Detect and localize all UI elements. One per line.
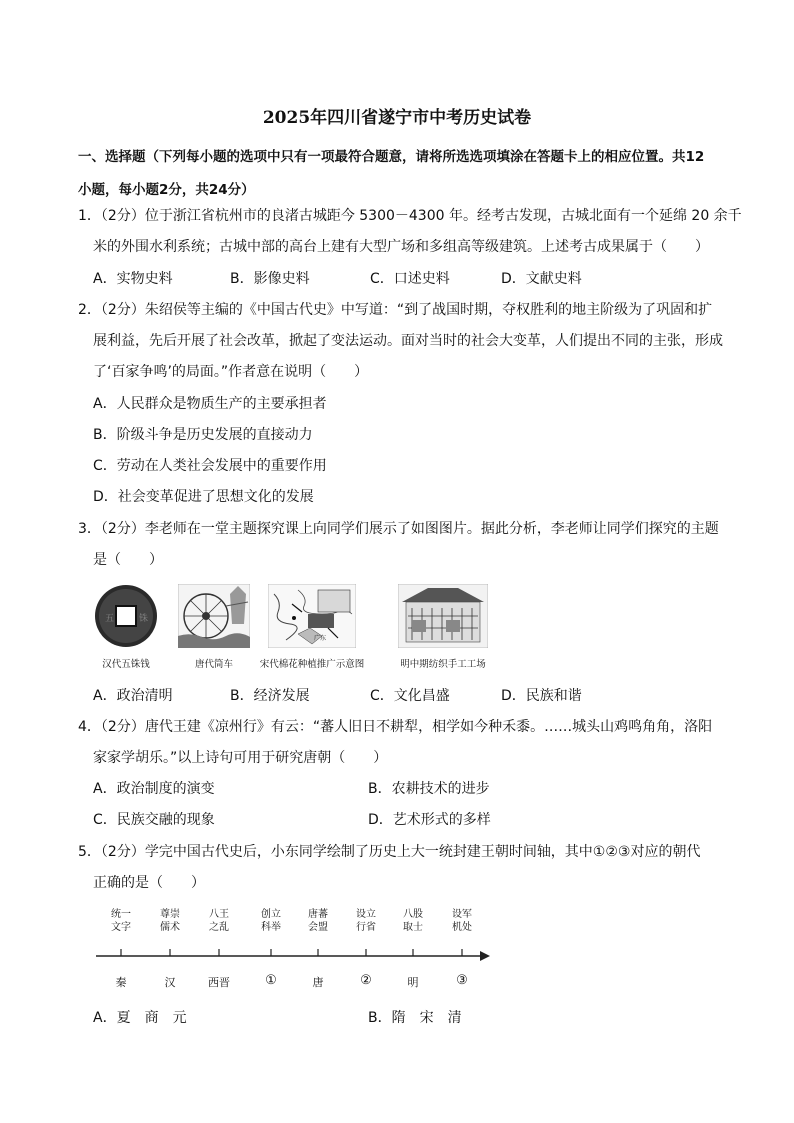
timeline-event-6: 设立 行省 <box>356 909 376 933</box>
timeline-dynasty-5: 唐 <box>312 976 324 989</box>
q5-stem-line2: 正确的是（ ） <box>93 875 205 891</box>
q4-stem-line2: 家家学胡乐。”以上诗句可用于研究唐朝（ ） <box>93 750 388 766</box>
q4-option-b[interactable]: B．农耕技术的进步 <box>368 781 490 797</box>
timeline-event-5: 唐蕃 会盟 <box>308 909 328 933</box>
caption-ming-workshop: 明中期纺织手工工场 <box>400 659 486 670</box>
caption-tang-waterwheel: 唐代筒车 <box>194 659 233 670</box>
q2-stem-line2: 展利益，先后开展了社会改革，掀起了变法运动。面对当时的社会大变革，人们提出不同的主张，形成 <box>93 333 723 349</box>
timeline-event-3: 八王 之乱 <box>209 909 229 933</box>
timeline-event-2: 尊崇 儒术 <box>160 909 180 933</box>
q4-option-a[interactable]: A．政治制度的演变 <box>93 781 215 797</box>
timeline-dynasty-2: 汉 <box>164 976 176 989</box>
q2-stem-line3: 了‘百家争鸣’的局面。”作者意在说明（ ） <box>93 364 369 380</box>
q1-option-b[interactable]: B．影像史料 <box>230 271 310 287</box>
timeline-dynasty-4: ① <box>265 973 277 988</box>
q3-option-d[interactable]: D．民族和谐 <box>501 688 582 704</box>
q1-option-a[interactable]: A．实物史料 <box>93 271 173 287</box>
timeline-dynasty-3: 西晋 <box>208 976 230 989</box>
q4-option-d[interactable]: D．艺术形式的多样 <box>368 812 491 828</box>
timeline-dynasty-1: 秦 <box>115 976 127 989</box>
q5-stem-line1: 5．（2分）学完中国古代史后，小东同学绘制了历史上大一统封建王朝时间轴，其中①②③对应的朝代 <box>78 844 701 860</box>
q3-option-c[interactable]: C．文化昌盛 <box>370 688 450 704</box>
timeline-event-1: 统一 文字 <box>111 909 131 933</box>
q3-stem-line1: 3．（2分）李老师在一堂主题探究课上向同学们展示了如图图片。据此分析，李老师让同学们探究的主题 <box>78 521 719 537</box>
svg-text:铢: 铢 <box>139 614 149 624</box>
q2-stem-line1: 2．（2分）朱绍侯等主编的《中国古代史》中写道：“到了战国时期，夺权胜利的地主阶级为了巩固和扩 <box>78 302 713 318</box>
q1-stem-line2: 米的外围水利系统；古城中部的高台上建有大型广场和多组高等级建筑。上述考古成果属于（ ） <box>93 239 709 255</box>
q1-stem-line1: 1．（2分）位于浙江省杭州市的良渚古城距今 5300－4300 年。经考古发现，古城北面有一个延绵 20 余千 <box>78 208 742 224</box>
q4-option-c[interactable]: C．民族交融的现象 <box>93 812 215 828</box>
q5-option-a[interactable]: A．夏 商 元 <box>93 1010 187 1026</box>
exam-title: 2025年四川省遂宁市中考历史试卷 <box>262 108 532 128</box>
section-heading-line2: 小题，每小题2分，共24分） <box>78 182 255 198</box>
q2-option-c[interactable]: C．劳动在人类社会发展中的重要作用 <box>93 458 327 474</box>
timeline-dynasty-8: ③ <box>456 973 468 988</box>
timeline-dynasty-7: 明 <box>407 976 419 989</box>
q2-option-a[interactable]: A．人民群众是物质生产的主要承担者 <box>93 396 327 412</box>
svg-text:五: 五 <box>105 614 115 624</box>
q1-option-c[interactable]: C．口述史料 <box>370 271 450 287</box>
q3-stem-line2: 是（ ） <box>93 552 163 568</box>
ming-workshop-image <box>398 584 488 648</box>
map-label-text: 广东 <box>314 635 327 642</box>
q2-option-d[interactable]: D．社会变革促进了思想文化的发展 <box>93 489 314 505</box>
caption-han-coin: 汉代五铢钱 <box>102 659 150 670</box>
song-cotton-map-image <box>268 584 356 648</box>
q4-stem-line1: 4．（2分）唐代王建《凉州行》有云：“蕃人旧日不耕犁，相学如今种禾黍。……城头山鸡鸣角角，洛阳 <box>78 719 713 735</box>
section-heading-line1: 一、选择题（下列每小题的选项中只有一项最符合题意，请将所选选项填涂在答题卡上的相应位置。共12 <box>78 149 705 165</box>
caption-song-cotton: 宋代棉花种植推广示意图 <box>259 659 365 670</box>
q3-option-a[interactable]: A．政治清明 <box>93 688 173 704</box>
timeline-event-4: 创立 科举 <box>261 909 281 933</box>
tang-waterwheel-image <box>178 584 250 648</box>
timeline-event-7: 八股 取士 <box>403 909 423 933</box>
han-coin-image <box>93 583 159 649</box>
q5-option-b[interactable]: B．隋 宋 清 <box>368 1010 462 1026</box>
timeline-axis <box>94 944 494 968</box>
timeline-event-8: 设军 机处 <box>452 909 472 933</box>
q2-option-b[interactable]: B．阶级斗争是历史发展的直接动力 <box>93 427 313 443</box>
timeline-dynasty-6: ② <box>360 973 372 988</box>
q1-option-d[interactable]: D．文献史料 <box>501 271 582 287</box>
section-heading <box>78 141 728 207</box>
q3-option-b[interactable]: B．经济发展 <box>230 688 310 704</box>
